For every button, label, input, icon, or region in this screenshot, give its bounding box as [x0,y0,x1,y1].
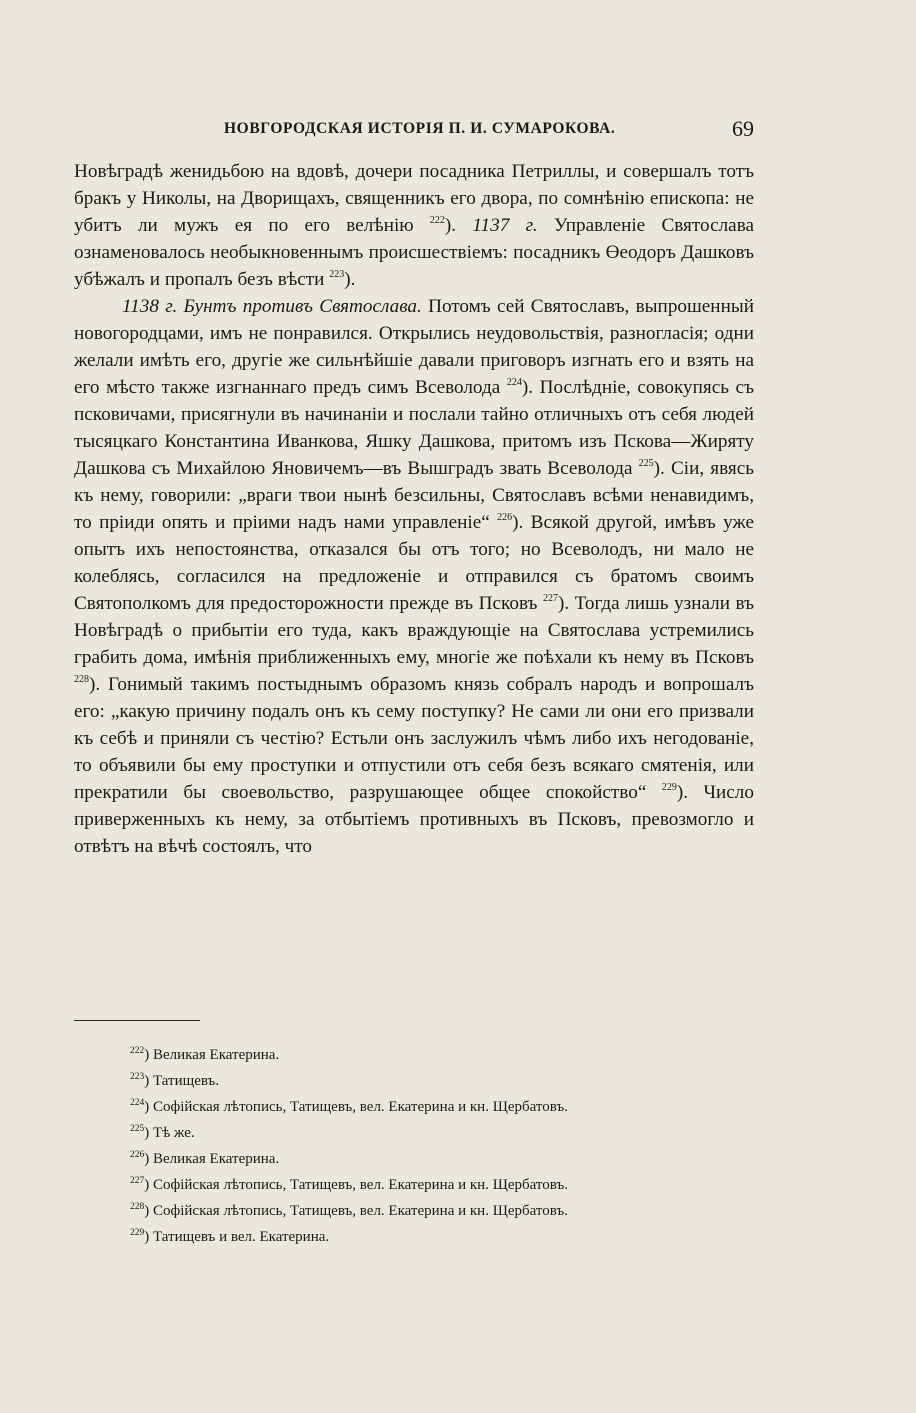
footnote-number: 228 [130,1202,145,1212]
footnote-number: 223 [130,1072,145,1082]
main-text [74,158,754,860]
paragraph-2: 1138 г. Бунтъ противъ Святослава. Потомъ сей Святославъ, выпрошенный новогородцами, имъ не понравился. Открылись неудовольствія, разногласія; одни желали имѣть его, другіе же сильнѣйшіе давали приговоръ изгнать его и взять на его мѣсто также изгнаннаго предъ симъ Всеволода $^{224}$). Послѣдніе, совокупясь съ псковичами, присягнули въ начинаніи и послали тайно отличныхъ отъ себя людей тысяцкаго Константина Иванкова, Яшку Дашкова, притомъ изъ Пскова—Жиряту Дашкова съ Михайлою Яновичемъ—въ Вышградъ звать Всеволода $^{225}$). Сіи, явясь къ нему, говорили: „враги твои нынѣ безсильны, Святославъ всѣми ненавидимъ, то пріиди опять и пріими надъ нами управленіе“ $^{226}$). Всякой другой, имѣвъ уже опытъ ихъ непостоянства, отказался бы отъ того; но Всеволодъ, ни мало не колеблясь, согласился на предложеніе и отправился съ братомъ своимъ Святополкомъ для предосторожности прежде въ Псковъ $^{227}$). Тогда лишь узнали въ Новѣградѣ о прибытіи его туда, какъ враждующіе на Святослава устремились грабить дома, имѣнія приближенныхъ ему, многіе же поѣхали къ нему въ Псковъ $^{228}$). Гонимый такимъ постыднымъ образомъ князь собралъ народъ и вопрошалъ его: „какую причину подалъ онъ къ сему поступку? Не сами ли они его призвали къ себѣ и приняли съ честію? Естьли онъ заслужилъ чѣмъ либо ихъ негодованіе, то объявили бы ему проступки и отпустили отъ себя безъ всякаго смятенія, или прекратили бы своевольство, разрушающее общее спокойство“ $^{229}$). Число приверженныхъ къ нему, за отбытіемъ противныхъ въ Псковъ, превозмогло и отвѣтъ на вѣчѣ состоялъ, что [74,296,754,857]
footnote-item: $^{225}$) Тѣ же. [130,1124,195,1141]
footnote-ref: 224 [506,377,522,388]
footnote-item: $^{223}$) Татищевъ. [130,1072,220,1089]
footnote-text: Великая Екатерина. [153,1047,280,1063]
footnote-item: $^{226}$) Великая Екатерина. [130,1150,280,1167]
footnote-ref: 223 [329,269,345,280]
footnote-item: $^{227}$) Софійская лѣтопись, Татищевъ, вел. Екатерина и кн. Щербатовъ. [130,1176,568,1193]
footnote-ref: 222 [429,215,445,226]
footnote-ref: 225 [638,458,654,469]
text-run: . Послѣдніе, совокупясь съ псковичами, присягнули въ начинаніи и послали тайно отличныхъ отъ себя людей тысяцкаго Константина Иванкова, Яшку Дашкова, притомъ изъ Пскова—Жиряту Дашкова съ Михайлою Яновичемъ—въ Вышградъ звать Всеволода [74,377,754,479]
footnote-text: Тѣ же. [153,1125,195,1141]
running-head: НОВГОРОДСКАЯ ИСТОРІЯ П. И. СУМАРОКОВА. [224,120,616,137]
text-run: . [451,215,473,236]
footnote-number: 224 [130,1098,145,1108]
text-run: . [350,269,356,290]
page-header [74,116,754,146]
footnote-text: Софійская лѣтопись, Татищевъ, вел. Екатерина и кн. Щербатовъ. [153,1177,568,1193]
page-number: 69 [732,116,754,141]
text-run: . Сіи, явясь къ нему, говорили: „враги твои нынѣ безсильны, Святославъ всѣми ненавидимъ, то пріиди опять и пріими надъ нами управленіе“ [74,458,754,533]
footnote-ref: 228 [74,674,89,685]
text-run: . Тогда лишь узнали въ Новѣградѣ о прибытіи его туда, какъ враждующіе на Святослава устремились грабить дома, имѣнія приближенныхъ ему, многіе же поѣхали къ нему въ Псковъ [74,593,754,668]
footnote-number: 226 [130,1150,145,1160]
footnote-item: $^{222}$) Великая Екатерина. [130,1046,280,1063]
paragraph-1: Новѣградѣ женидьбою на вдовѣ, дочери посадника Петриллы, и совершалъ тотъ бракъ у Николы, на Дворищахъ, священникъ его двора, по сомнѣнію епископа: не убитъ ли мужъ ея по его велѣнію $^{222}$). 1137 г. Управленіе Святослава ознаменовалось необыкновеннымъ происшествіемъ: посадникъ Өеодоръ Дашковъ убѣжалъ и пропалъ безъ вѣсти $^{223}$). [74,161,755,290]
footnote-text: Великая Екатерина. [153,1151,280,1167]
footnote-divider [74,1020,200,1021]
section-heading: 1138 г. Бунтъ противъ Святослава. [122,296,422,317]
text-run: Потомъ сей Святославъ, выпрошенный новогородцами, имъ не понравился. Открылись неудовольствія, разногласія; одни желали имѣть его, другіе же сильнѣйшіе давали приговоръ изгнать его и взять на его мѣсто также изгнаннаго предъ симъ Всеволода [74,296,754,398]
footnote-text: Софійская лѣтопись, Татищевъ, вел. Екатерина и кн. Щербатовъ. [153,1203,568,1219]
footnote-ref: 229 [661,782,677,793]
footnote-ref: 227 [542,593,558,604]
footnote-text: Софійская лѣтопись, Татищевъ, вел. Екатерина и кн. Щербатовъ. [153,1099,568,1115]
footnote-number: 225 [130,1124,145,1134]
text-run: . Гонимый такимъ постыднымъ образомъ князь собралъ народъ и вопрошалъ его: „какую причину подалъ онъ къ сему поступку? Не сами ли они его призвали къ себѣ и приняли съ честію? Естьли онъ заслужилъ чѣмъ либо ихъ негодованіе, то объявили бы ему проступки и отпустили отъ себя безъ всякаго смятенія, или прекратили бы своевольство, разрушающее общее спокойство“ [74,674,754,803]
text-run: . Всякой другой, имѣвъ уже опытъ ихъ непостоянства, отказался бы отъ того; но Всеволодъ, ни мало не колеблясь, согласился на предложеніе и отправился съ братомъ своимъ Святополкомъ для предосторожности прежде въ Псковъ [74,512,754,614]
footnote-item: $^{229}$) Татищевъ и вел. Екатерина. [130,1228,330,1245]
footnote-text: Татищевъ. [153,1073,220,1089]
footnote-number: 227 [130,1176,145,1186]
footnote-item: $^{224}$) Софійская лѣтопись, Татищевъ, вел. Екатерина и кн. Щербатовъ. [130,1098,568,1115]
year-heading: 1137 г. [472,215,538,236]
footnote-ref: 226 [497,512,513,523]
footnotes [130,1042,770,1250]
footnote-text: Татищевъ и вел. Екатерина. [153,1229,330,1245]
footnote-number: 229 [130,1228,145,1238]
text-run: Новѣградѣ женидьбою на вдовѣ, дочери посадника Петриллы, и совершалъ тотъ бракъ у Николы, на Дворищахъ, священникъ его двора, по сомнѣнію епископа: не убитъ ли мужъ ея по его велѣнію [74,161,754,236]
footnote-number: 222 [130,1046,145,1056]
footnote-item: $^{228}$) Софійская лѣтопись, Татищевъ, вел. Екатерина и кн. Щербатовъ. [130,1202,568,1219]
text-run: . Число приверженныхъ къ нему, за отбытіемъ противныхъ въ Псковъ, превозмогло и отвѣтъ на вѣчѣ состоялъ, что [74,782,754,857]
text-run: Управленіе Святослава ознаменовалось необыкновеннымъ происшествіемъ: посадникъ Өеодоръ Дашковъ убѣжалъ и пропалъ безъ вѣсти [74,215,755,290]
